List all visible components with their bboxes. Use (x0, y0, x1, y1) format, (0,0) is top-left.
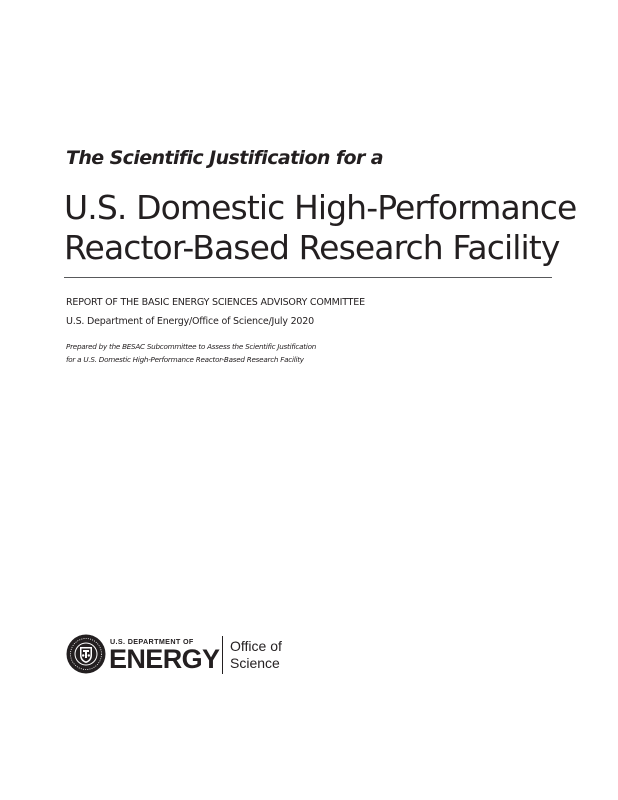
doe-energy-wordmark: ENERGY (109, 644, 220, 674)
doe-department-text: U.S. DEPARTMENT OF (110, 637, 194, 646)
prepared-by-note (66, 340, 316, 366)
office-of-science-text (230, 638, 282, 672)
doe-seal-icon (66, 634, 106, 674)
prepared-by-line-2: for a U.S. Domestic High-Performance Reactor-Based Research Facility (66, 355, 304, 364)
logo-divider (222, 636, 223, 674)
cover-title (64, 188, 576, 268)
report-committee-line: REPORT OF THE BASIC ENERGY SCIENCES ADVISORY COMMITTEE (66, 297, 365, 308)
cover-subtitle: The Scientific Justification for a (66, 147, 383, 169)
prepared-by-line-1: Prepared by the BESAC Subcommittee to Assess the Scientific Justification (66, 342, 317, 351)
title-divider (64, 277, 552, 278)
cover-title-line-1: U.S. Domestic High-Performance (64, 188, 577, 227)
department-date-line: U.S. Department of Energy/Office of Science/July 2020 (66, 316, 314, 327)
doe-office-of-science-logo (66, 634, 306, 676)
office-line-2: Science (230, 655, 280, 671)
cover-title-line-2: Reactor-Based Research Facility (64, 228, 560, 267)
office-line-1: Office of (230, 638, 282, 654)
